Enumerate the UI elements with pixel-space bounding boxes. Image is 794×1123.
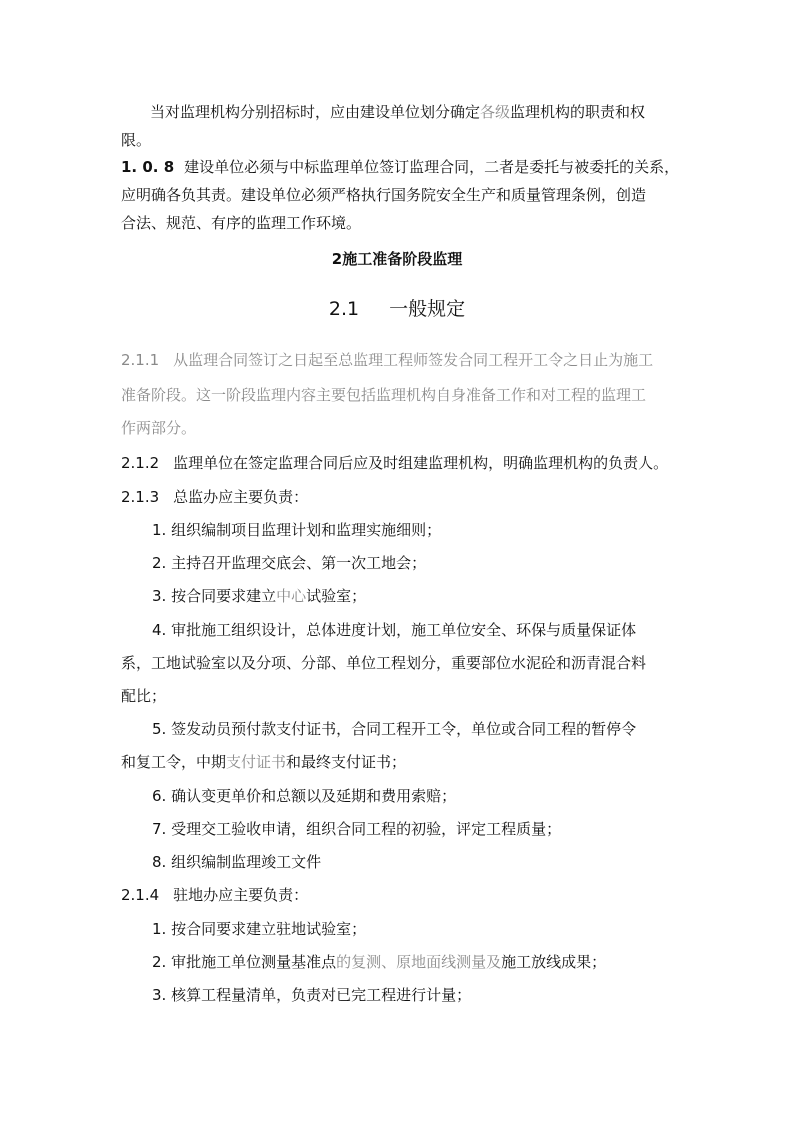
list-item-continued: 和复工令，中期支付证书和最终支付证书； xyxy=(121,753,407,771)
list-item: 4. 审批施工组织设计，总体进度计划，施工单位安全、环保与质量保证体 xyxy=(152,621,637,639)
intro-line-2: 限。 xyxy=(121,131,152,149)
clause-number: 2.1.3 xyxy=(121,488,160,506)
list-item-continued: 系，工地试验室以及分项、分部、单位工程划分，重要部位水泥砼和沥青混合料 xyxy=(121,654,647,672)
chapter-title: 2施工准备阶段监理 xyxy=(331,250,463,268)
list-item: 6. 确认变更单价和总额以及延期和费用索赔； xyxy=(152,787,457,805)
list-item: 1. 按合同要求建立驻地试验室； xyxy=(152,920,367,938)
intro-line-1: 当对监理机构分别招标时，应由建设单位划分确定各级监理机构的职责和权 xyxy=(150,103,646,121)
clause-2-1-3: 2.1.3 总监办应主要负责： xyxy=(121,488,309,506)
clause-2-1-4: 2.1.4 驻地办应主要负责： xyxy=(121,886,309,904)
highlight-text: 各级 xyxy=(480,103,511,121)
list-item: 2. 主持召开监理交底会、第一次工地会； xyxy=(152,554,427,572)
clause-1-0-8: 1. 0. 8 建设单位必须与中标监理单位签订监理合同，二者是委托与被委托的关系， xyxy=(121,158,680,176)
list-item: 1. 组织编制项目监理计划和监理实施细则； xyxy=(152,521,442,539)
intro-line-4: 应明确各负其责。建设单位必须严格执行国务院安全生产和质量管理条例，创造 xyxy=(121,186,647,204)
highlight-text: 中心 xyxy=(276,587,307,605)
clause-2-1-2: 2.1.2 监理单位在签定监理合同后应及时组建监理机构，明确监理机构的负责人。 xyxy=(121,454,669,472)
clause-2-1-1-line-3: 作两部分。 xyxy=(121,419,197,437)
clause-number: 2.1.1 xyxy=(121,351,160,369)
highlight-text: 支付证书 xyxy=(226,753,287,771)
list-item-continued: 配比； xyxy=(121,687,167,705)
list-item: 3. 核算工程量清单，负责对已完工程进行计量； xyxy=(152,986,472,1004)
clause-2-1-1: 2.1.1 从监理合同签订之日起至总监理工程师签发合同工程开工令之日止为施工 xyxy=(121,351,654,369)
highlight-text: 的复测、原地面线测量及 xyxy=(336,953,502,971)
section-heading: 2.1 一般规定 xyxy=(328,298,466,320)
list-item: 3. 按合同要求建立中心试验室； xyxy=(152,587,367,605)
list-item: 2. 审批施工单位测量基准点的复测、原地面线测量及施工放线成果； xyxy=(152,953,607,971)
clause-number: 2.1.4 xyxy=(121,886,160,904)
list-item: 8. 组织编制监理竣工文件 xyxy=(152,853,322,871)
clause-2-1-1-line-2: 准备阶段。这一阶段监理内容主要包括监理机构自身准备工作和对工程的监理工 xyxy=(121,386,647,404)
clause-number: 2.1.2 xyxy=(121,454,160,472)
list-item: 5. 签发动员预付款支付证书，合同工程开工令，单位或合同工程的暂停令 xyxy=(152,720,637,738)
clause-number: 1. 0. 8 xyxy=(121,158,175,176)
intro-line-5: 合法、规范、有序的监理工作环境。 xyxy=(121,214,362,232)
list-item: 7. 受理交工验收申请，组织合同工程的初验，评定工程质量； xyxy=(152,820,562,838)
